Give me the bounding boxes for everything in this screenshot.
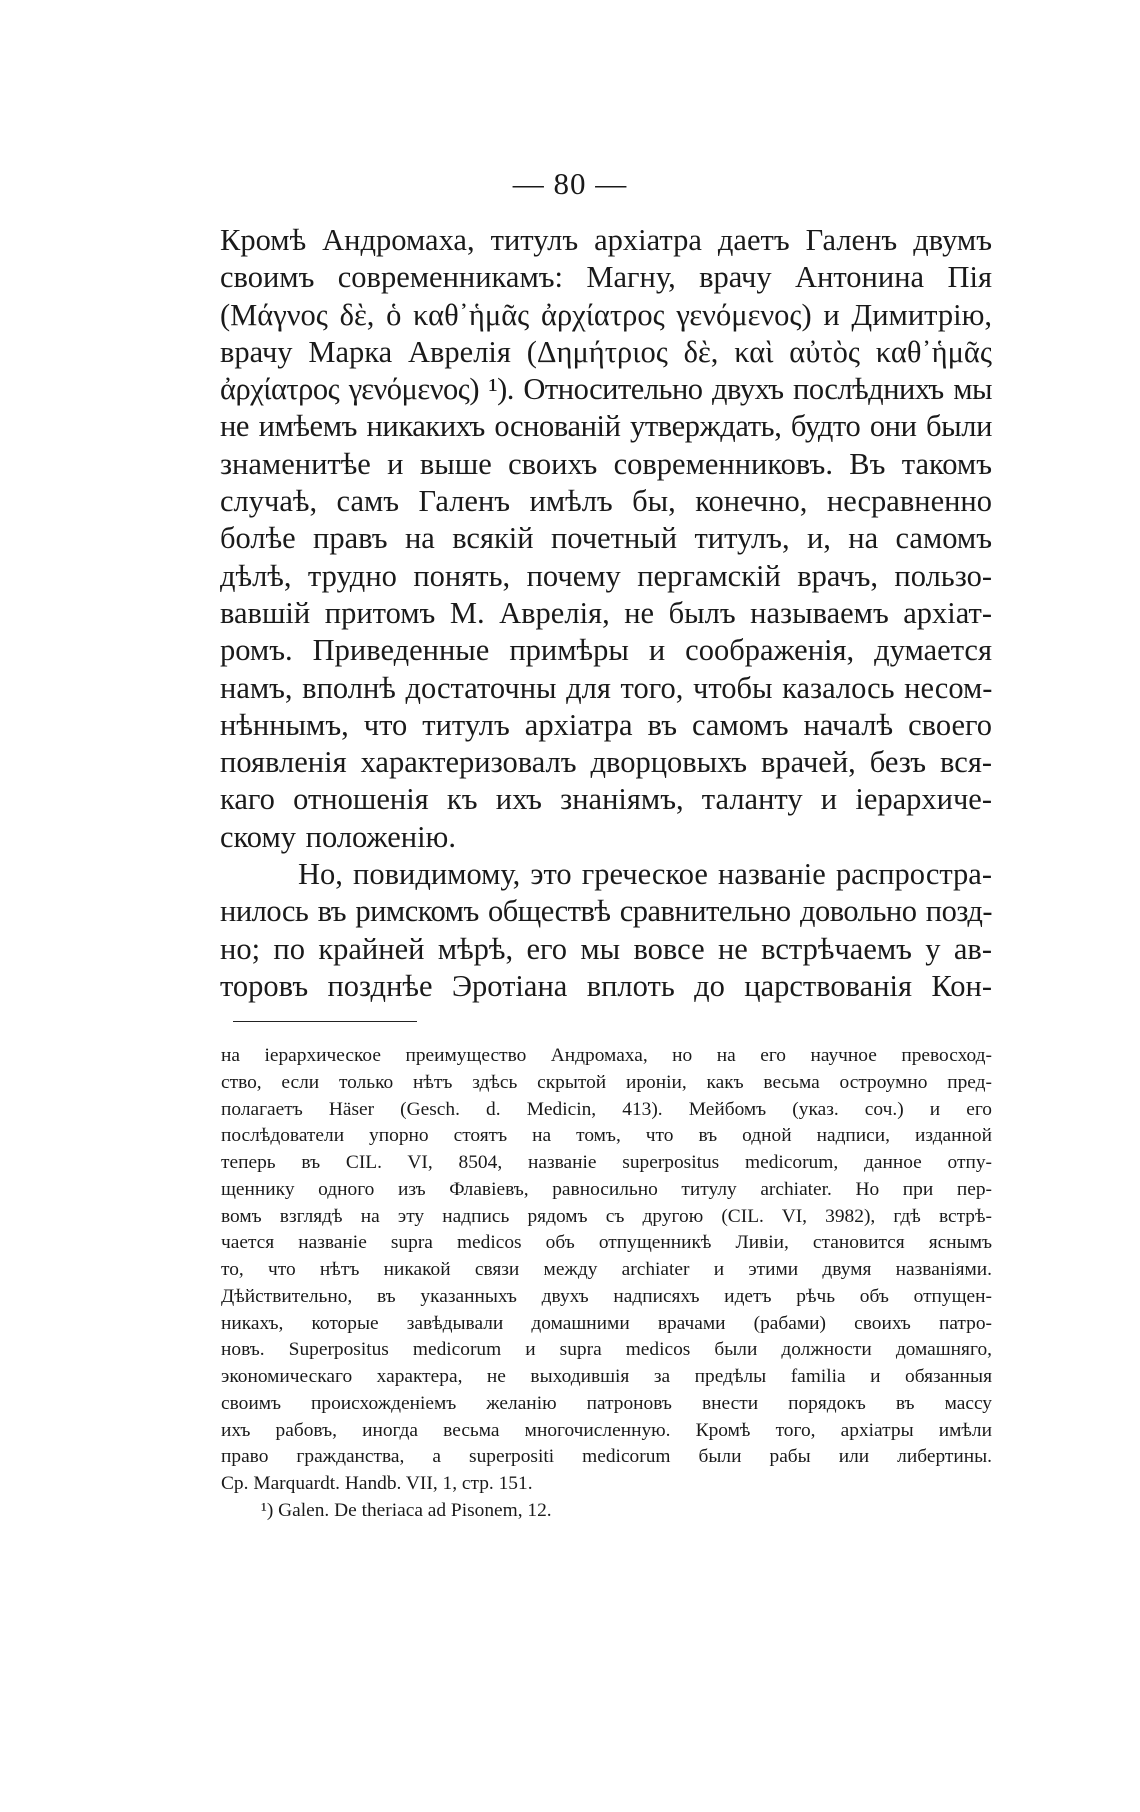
text-line: ромъ. Приведенные примѣры и соображенія, думается (220, 633, 992, 668)
footnote-divider (233, 1021, 417, 1022)
footnote-line: послѣдователи упорно стоятъ на томъ, что въ одной надписи, изданной (221, 1125, 992, 1147)
footnote-1: ¹) Galen. De theriaca ad Pisonem, 12. (261, 1499, 552, 1521)
footnote-line: Дѣйствительно, въ указанныхъ двухъ надписяхъ идетъ рѣчь объ отпущен- (221, 1285, 992, 1307)
footnote-line: ихъ рабовъ, иногда весьма многочисленную. Кромѣ того, архіатры имѣли (221, 1419, 992, 1441)
text-line: случаѣ, самъ Галенъ имѣлъ бы, конечно, несравненно (220, 484, 992, 519)
footnote-line: чается названіе supra medicos объ отпущенникѣ Ливіи, становится яснымъ (221, 1232, 992, 1254)
text-line: дѣлѣ, трудно понять, почему пергамскій врачъ, пользо- (220, 558, 992, 593)
text-line: знаменитѣе и выше своихъ современниковъ. Въ такомъ (220, 446, 992, 481)
footnote-line: ство, если только нѣтъ здѣсь скрытой ироніи, какъ весьма остроумно пред- (221, 1071, 992, 1093)
footnote-line: вомъ взглядѣ на эту надпись рядомъ съ другою (CIL. VI, 3982), гдѣ встрѣ- (221, 1205, 992, 1227)
text-line: намъ, вполнѣ достаточны для того, чтобы казалось несом- (220, 670, 993, 705)
footnote-line: право гражданства, а superpositi medicorum были рабы или либертины. (221, 1446, 992, 1468)
text-line: своимъ современникамъ: Магну, врачу Антонина Пія (220, 260, 992, 295)
footnote-line: никахъ, которые завѣдывали домашними врачами (рабами) своихъ патро- (221, 1312, 992, 1334)
text-line: нѣннымъ, что титулъ архіатра въ самомъ началѣ своего (220, 707, 992, 742)
footnote-line: экономическаго характера, не выходившія за предѣлы familia и обязанныя (221, 1366, 992, 1387)
main-text (220, 222, 992, 1005)
page-number: — 80 — (512, 166, 628, 201)
text-line: но; по крайней мѣрѣ, его мы вовсе не встрѣчаемъ у ав- (220, 931, 992, 966)
footnote-line: на іерархическое преимущество Андромаха, но на его научное превосход- (221, 1045, 992, 1066)
paragraph-start-line: Но, повидимому, это греческое названіе распростра- (298, 857, 992, 892)
footnote-line: то, что нѣтъ никакой связи между archiater и этими двумя названіями. (221, 1259, 992, 1280)
text-line: вавшій притомъ М. Аврелія, не былъ называемъ архіат- (220, 595, 992, 630)
footnotes (221, 1043, 992, 1525)
text-line: врачу Марка Аврелія (Δημήτριος δὲ, καὶ αὐτὸς καθ᾽ἡμᾶς (220, 334, 992, 369)
footnote-line: своимъ происхожденіемъ желанію патроновъ внести порядокъ въ массу (221, 1392, 992, 1414)
text-line: ἀρχίατρος γενόμενος) ¹). Относительно двухъ послѣднихъ мы (220, 372, 992, 407)
text-line: скому положенію. (220, 819, 456, 854)
text-line: Кромѣ Андромаха, титулъ архіатра даетъ Галенъ двумъ (220, 223, 992, 257)
text-line: нилось въ римскомъ обществѣ сравнительно довольно позд- (220, 894, 992, 929)
footnote-line: полагаетъ Häser (Gesch. d. Medicin, 413). Мейбомъ (указ. соч.) и его (221, 1098, 992, 1120)
footnote-line: щеннику одного изъ Флавіевъ, равносильно титулу archiater. Но при пер- (221, 1178, 992, 1200)
text-line: каго отношенія къ ихъ знаніямъ, таланту и іерархиче- (220, 782, 992, 817)
footnote-line: теперь въ CIL. VI, 8504, названіе superpositus medicorum, данное отпу- (221, 1152, 992, 1173)
footnote-line: новъ. Superpositus medicorum и supra medicos были должности домашняго, (221, 1339, 992, 1361)
text-line: (Μάγνος δὲ, ὁ καθ᾽ἡμᾶς ἀρχίατρος γενόμενος) и Димитрію, (220, 297, 992, 332)
text-line: появленія характеризовалъ дворцовыхъ врачей, безъ вся- (220, 745, 992, 780)
footnote-line: Ср. Marquardt. Handb. VII, 1, стр. 151. (221, 1473, 533, 1494)
text-line: торовъ позднѣе Эротіана вплоть до царствованія Кон- (220, 968, 992, 1003)
text-line: не имѣемъ никакихъ основаній утверждать, будто они были (220, 409, 992, 444)
text-line: болѣе правъ на всякій почетный титулъ, и, на самомъ (220, 521, 992, 556)
